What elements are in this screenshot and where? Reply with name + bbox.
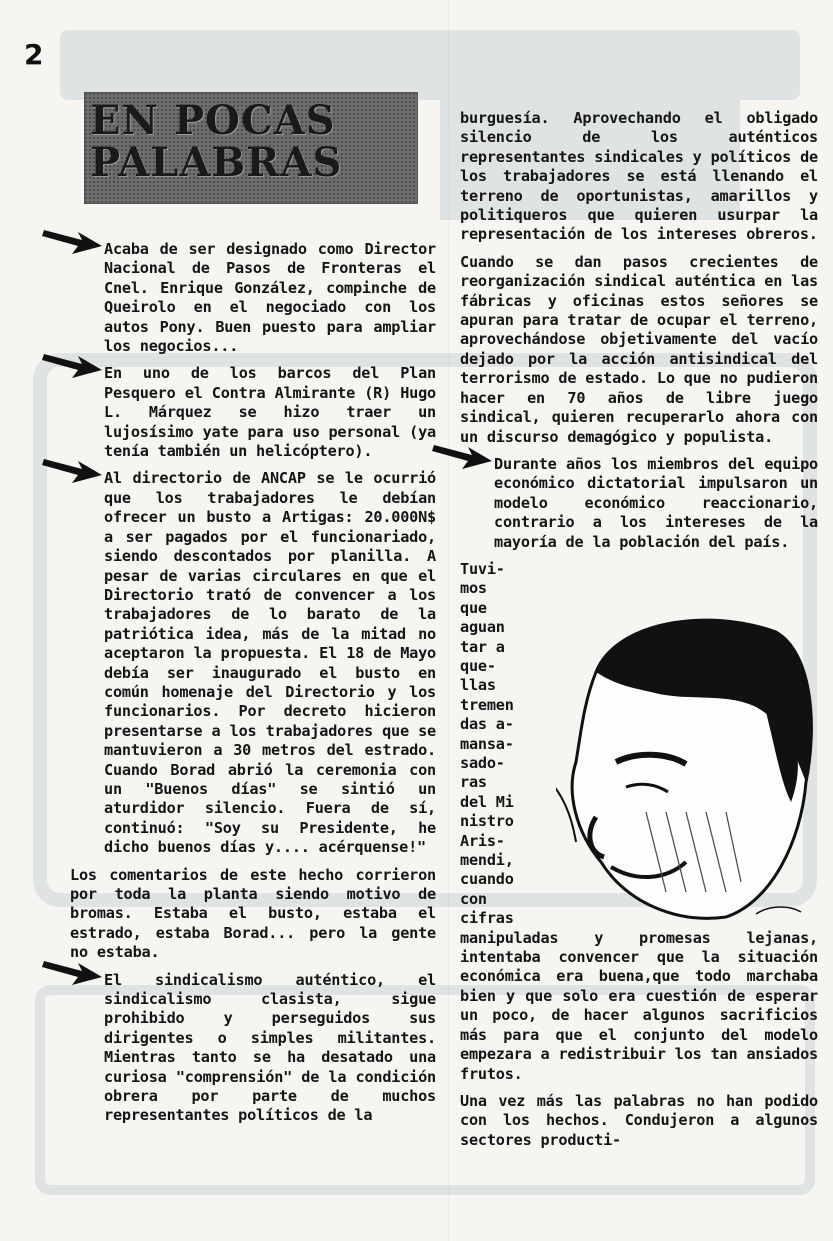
narrow-text-line: con [460,889,487,908]
narrow-text-line: llas [460,676,496,695]
paragraph-text: manipuladas y promesas lejanas, intentaba convencer que la situación económica era buena,que todo marchaba bien y que solo era cuestión de esperar un poco, de hacer algunos sacrificios más para que el conjunto del modelo empezara a redistribuir los tan ansiados frutos. [460,928,818,1083]
paragraph [460,1092,818,1150]
paragraph-text: burguesía. Aprovechando el obligado silencio de los auténticos representantes sindicales y políticos de los trabajadores se está llenando el terreno de oportunistas, amarillos y politiqueros que quieren usurpar la representación de los intereses obreros. [460,109,818,244]
narrow-text-block [460,560,552,929]
narrow-text-line: que [460,598,487,617]
news-item [70,469,436,857]
narrow-text-line: Aris- [460,831,505,850]
news-item-text: Al directorio de ANCAP se le ocurrió que los trabajadores le debían ofrecer un busto a Artigas: 20.000N$ a ser pagados por el funcionariado, siendo descontados por planilla. A pesar de varias circulares en que el Directorio trató de convencer a los trabajadores de lo barato de la patriótica idea, más de la mitad no aceptaron la propuesta. El 18 de Mayo debía ser inaugurado el busto en común homenaje del Directorio y los funcionarios. Por decreto hicieron presentarse a los trabajadores que se mantuvieron a 30 metros del estrado. Cuando Borad abrió la ceremonia con un "Buenos días" se sintió un aturdidor silencio. Fuera de sí, continuó: "Soy su Presidente, he dicho buenos días y.... acérquense!" [104,469,436,857]
paragraph-text: Cuando se dan pasos crecientes de reorganización sindical auténtica en las fábricas y oficinas estos señores se apuran para tratar de ocupar el terreno, aprovechándose objetivamente del vacío dejado por la acción antisindical del terrorismo de estado. Lo que no pudieron hacer en 70 años de libre juego sindical, quieren recuperarlo ahora con un discurso demagógico y populista. [460,252,818,446]
narrow-text-line: del Mi [460,792,514,811]
news-item-text: El sindicalismo auténtico, el sindicalismo clasista, sigue prohibido y perseguidos sus dirigentes o simples militantes. Mientras tanto se ha desatado una curiosa "comprensión" de la condición obrera por parte de muchos representantes políticos de la [104,970,436,1125]
news-item-continuation [70,866,436,963]
narrow-text-line: cifras [460,909,514,928]
paragraph [460,109,818,245]
paragraph-text: Una vez más las palabras no han podido con los hechos. Condujeron a algunos sectores producti- [460,1091,818,1149]
narrow-text-line: tremen [460,695,514,714]
arrow-icon [432,441,494,471]
narrow-text-line: mansa- [460,734,514,753]
narrow-text-line: cuando [460,870,514,889]
news-item [460,455,818,552]
title-line-1: EN POCAS [90,97,336,144]
news-item [70,971,436,1126]
news-item [70,240,436,356]
narrow-text-line: mendi, [460,851,514,870]
arrow-icon [42,226,104,256]
page-fold [448,0,449,1241]
narrow-text-line: nistro [460,812,514,831]
news-item-text: Acaba de ser designado como Director Nacional de Pasos de Fronteras el Cnel. Enrique González, compinche de Queirolo en el negociado con los autos Pony. Buen puesto para ampliar los negocios... [104,240,436,356]
narrow-text-line: ras [460,773,487,792]
narrow-text-line: sado- [460,754,505,772]
narrow-text-line: que- [460,656,496,675]
paragraph [460,253,818,447]
narrow-text-line: Tuvi- [460,559,505,578]
news-item-text: Los comentarios de este hecho corrieron por toda la planta siendo motivo de bromas. Estaba el busto, estaba el estrado, estaba Borad... pero la gente no estaba. [70,865,436,962]
narrow-text-line: das a- [460,715,514,734]
left-column [70,240,436,1134]
narrow-text-line: tar a [460,637,505,656]
title-line-2: PALABRAS [90,139,343,186]
caricature-illustration [556,612,818,924]
arrow-icon [42,957,104,987]
section-title [90,97,420,186]
news-item-text: Durante años los miembros del equipo económico dictatorial impulsaron un modelo económico reaccionario, contrario a los intereses de la mayoría de la población del país. [494,454,818,551]
narrow-text-line: mos [460,579,487,598]
paragraph [460,929,818,1084]
page-number: 2 [24,38,44,71]
narrow-text-line: aguan [460,618,505,637]
arrow-icon [42,350,104,380]
news-item [70,364,436,461]
arrow-icon [42,455,104,485]
news-item-text: En uno de los barcos del Plan Pesquero el Contra Almirante (R) Hugo L. Márquez se hizo traer un lujosísimo yate para uso personal (ya tenía también un helicóptero). [104,364,436,461]
